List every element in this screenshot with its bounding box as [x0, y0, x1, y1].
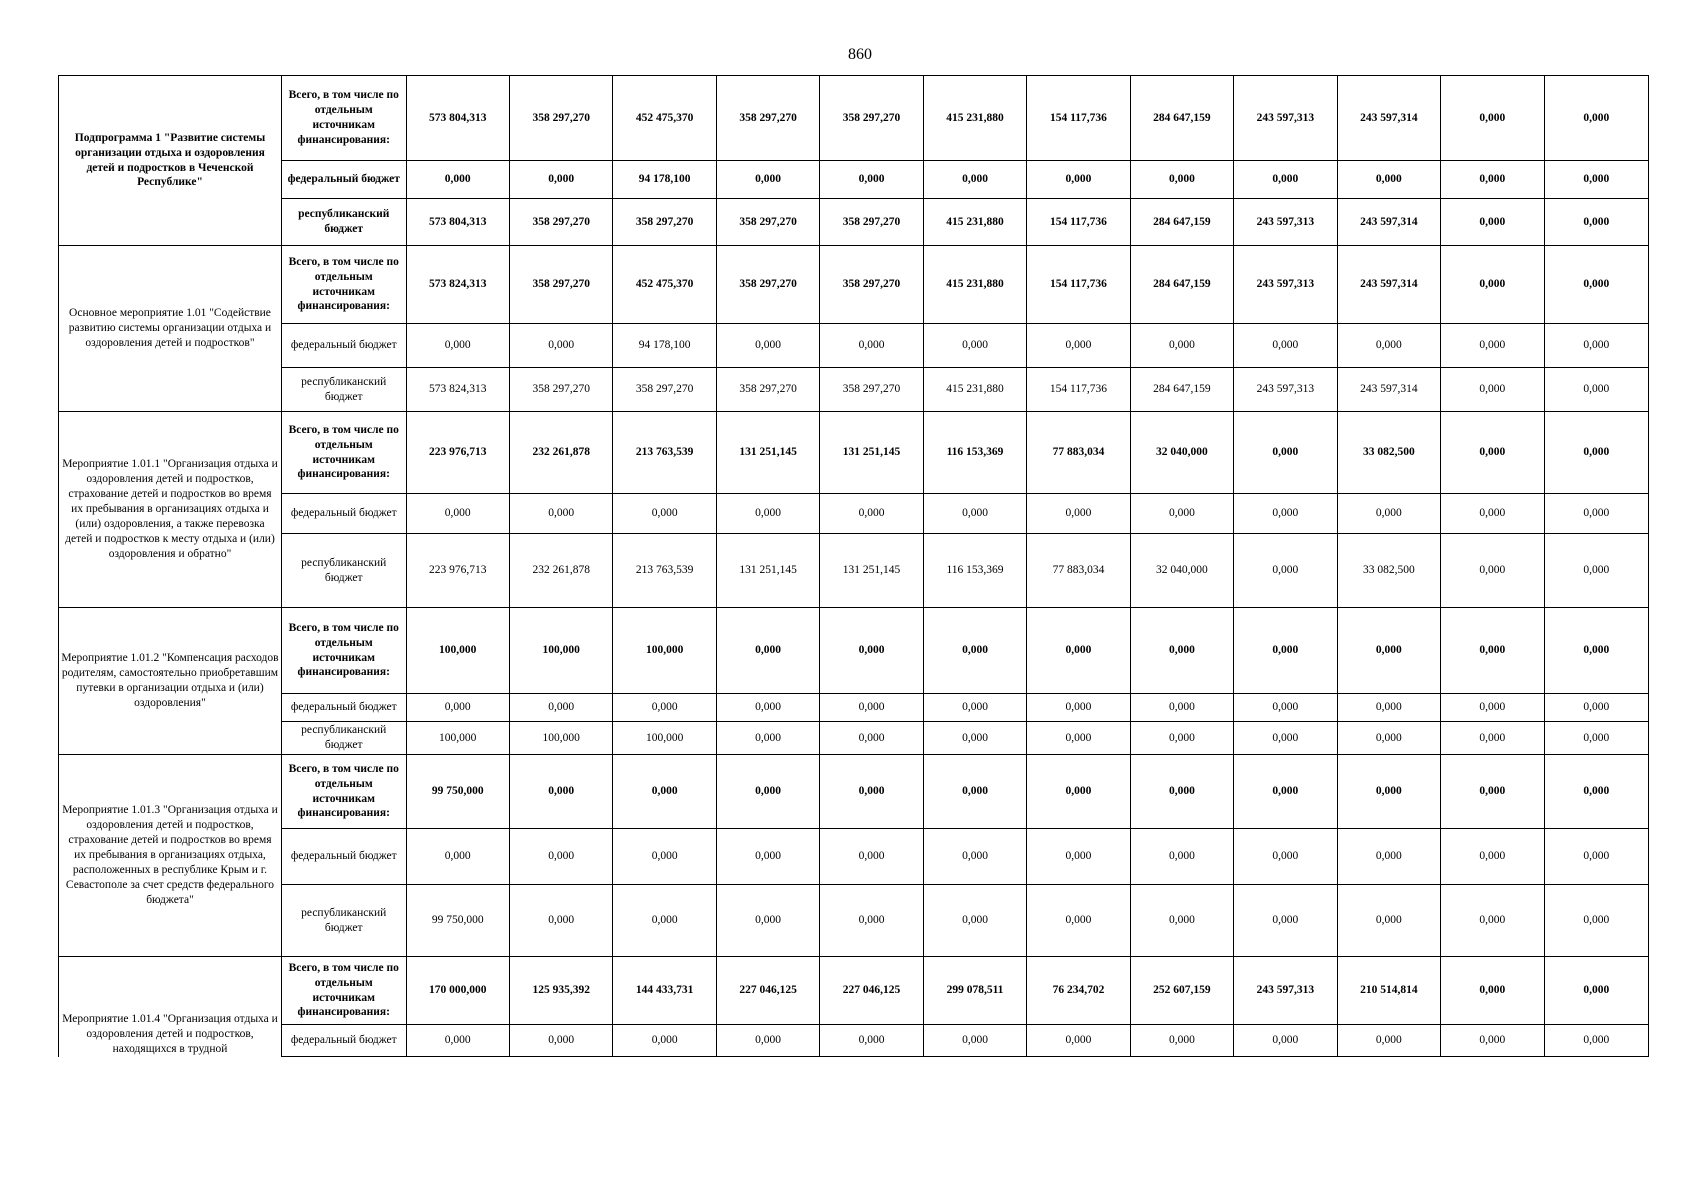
amount-cell: 32 040,000 [1130, 412, 1233, 494]
amount-cell: 0,000 [406, 694, 509, 722]
amount-cell: 358 297,270 [820, 368, 923, 412]
amount-cell: 227 046,125 [820, 957, 923, 1025]
amount-cell: 116 153,369 [923, 412, 1026, 494]
amount-cell: 0,000 [1130, 324, 1233, 368]
funding-source-republic: республиканский бюджет [281, 534, 406, 608]
amount-cell: 0,000 [1130, 885, 1233, 957]
amount-cell: 0,000 [1234, 885, 1337, 957]
amount-cell: 358 297,270 [509, 76, 612, 161]
amount-cell: 358 297,270 [613, 199, 716, 246]
amount-cell: 0,000 [820, 694, 923, 722]
amount-cell: 0,000 [923, 755, 1026, 829]
amount-cell: 0,000 [1130, 755, 1233, 829]
amount-cell: 0,000 [406, 161, 509, 199]
amount-cell: 0,000 [923, 829, 1026, 885]
table-row [59, 76, 1649, 161]
amount-cell: 0,000 [1337, 885, 1440, 957]
amount-cell: 154 117,736 [1027, 246, 1130, 324]
amount-cell: 358 297,270 [509, 246, 612, 324]
amount-cell: 358 297,270 [820, 76, 923, 161]
amount-cell: 0,000 [1441, 199, 1544, 246]
amount-cell: 0,000 [1441, 494, 1544, 534]
amount-cell: 0,000 [509, 494, 612, 534]
amount-cell: 0,000 [1027, 755, 1130, 829]
amount-cell: 0,000 [1027, 324, 1130, 368]
amount-cell: 284 647,159 [1130, 199, 1233, 246]
program-name: Мероприятие 1.01.3 "Организация отдыха и оздоровления детей и подростков, страхование детей и подростков во время их пребывания в организациях отдыха, расположенных в республике Крым и г. Севастополе за счет средств федерального бюджета" [59, 755, 282, 957]
amount-cell: 0,000 [820, 885, 923, 957]
amount-cell: 0,000 [820, 494, 923, 534]
amount-cell: 0,000 [820, 608, 923, 694]
amount-cell: 0,000 [820, 1025, 923, 1057]
amount-cell: 0,000 [1544, 412, 1649, 494]
amount-cell: 227 046,125 [716, 957, 819, 1025]
funding-source-republic: республиканский бюджет [281, 199, 406, 246]
amount-cell: 415 231,880 [923, 76, 1026, 161]
amount-cell: 0,000 [1544, 246, 1649, 324]
amount-cell: 573 804,313 [406, 76, 509, 161]
amount-cell: 33 082,500 [1337, 534, 1440, 608]
amount-cell: 0,000 [1234, 1025, 1337, 1057]
amount-cell: 0,000 [1027, 161, 1130, 199]
amount-cell: 0,000 [716, 608, 819, 694]
amount-cell: 0,000 [509, 161, 612, 199]
amount-cell: 100,000 [509, 722, 612, 755]
amount-cell: 0,000 [613, 1025, 716, 1057]
amount-cell: 213 763,539 [613, 412, 716, 494]
amount-cell: 0,000 [1337, 1025, 1440, 1057]
table-row [59, 494, 1649, 534]
funding-source-federal: федеральный бюджет [281, 829, 406, 885]
amount-cell: 284 647,159 [1130, 246, 1233, 324]
amount-cell: 170 000,000 [406, 957, 509, 1025]
amount-cell: 415 231,880 [923, 368, 1026, 412]
amount-cell: 0,000 [716, 324, 819, 368]
amount-cell: 0,000 [1130, 608, 1233, 694]
table-row [59, 199, 1649, 246]
amount-cell: 0,000 [1441, 76, 1544, 161]
amount-cell: 0,000 [1337, 161, 1440, 199]
funding-source-total: Всего, в том числе по отдельным источникам финансирования: [281, 957, 406, 1025]
funding-source-federal: федеральный бюджет [281, 494, 406, 534]
amount-cell: 0,000 [406, 494, 509, 534]
amount-cell: 0,000 [1130, 694, 1233, 722]
amount-cell: 0,000 [613, 829, 716, 885]
amount-cell: 144 433,731 [613, 957, 716, 1025]
amount-cell: 0,000 [1544, 199, 1649, 246]
amount-cell: 415 231,880 [923, 246, 1026, 324]
amount-cell: 99 750,000 [406, 885, 509, 957]
amount-cell: 223 976,713 [406, 412, 509, 494]
program-name: Мероприятие 1.01.1 "Организация отдыха и оздоровления детей и подростков, страхование детей и подростков во время их пребывания в организациях отдыха и (или) оздоровления, а также перевозка детей и подростков к месту отдыха и (или) оздоровления и обратно" [59, 412, 282, 608]
amount-cell: 0,000 [1441, 246, 1544, 324]
amount-cell: 0,000 [1027, 608, 1130, 694]
amount-cell: 0,000 [1130, 722, 1233, 755]
amount-cell: 0,000 [1544, 885, 1649, 957]
funding-source-republic: республиканский бюджет [281, 885, 406, 957]
funding-source-total: Всего, в том числе по отдельным источникам финансирования: [281, 755, 406, 829]
amount-cell: 0,000 [923, 885, 1026, 957]
amount-cell: 358 297,270 [509, 199, 612, 246]
amount-cell: 131 251,145 [820, 534, 923, 608]
table-row [59, 722, 1649, 755]
amount-cell: 0,000 [716, 161, 819, 199]
amount-cell: 0,000 [1544, 324, 1649, 368]
amount-cell: 0,000 [1441, 1025, 1544, 1057]
amount-cell: 125 935,392 [509, 957, 612, 1025]
table-row [59, 324, 1649, 368]
amount-cell: 0,000 [923, 1025, 1026, 1057]
amount-cell: 573 824,313 [406, 246, 509, 324]
amount-cell: 0,000 [1544, 161, 1649, 199]
amount-cell: 0,000 [613, 694, 716, 722]
amount-cell: 0,000 [406, 324, 509, 368]
amount-cell: 0,000 [1234, 494, 1337, 534]
amount-cell: 0,000 [716, 885, 819, 957]
amount-cell: 100,000 [406, 722, 509, 755]
amount-cell: 0,000 [716, 694, 819, 722]
amount-cell: 223 976,713 [406, 534, 509, 608]
table-row [59, 608, 1649, 694]
funding-source-total: Всего, в том числе по отдельным источникам финансирования: [281, 412, 406, 494]
amount-cell: 0,000 [820, 829, 923, 885]
amount-cell: 573 804,313 [406, 199, 509, 246]
amount-cell: 0,000 [1544, 755, 1649, 829]
amount-cell: 0,000 [509, 829, 612, 885]
amount-cell: 0,000 [820, 324, 923, 368]
amount-cell: 210 514,814 [1337, 957, 1440, 1025]
amount-cell: 0,000 [509, 885, 612, 957]
table-row [59, 534, 1649, 608]
amount-cell: 0,000 [1027, 885, 1130, 957]
amount-cell: 243 597,313 [1234, 199, 1337, 246]
table-row [59, 161, 1649, 199]
table-row [59, 368, 1649, 412]
amount-cell: 358 297,270 [716, 368, 819, 412]
amount-cell: 0,000 [716, 829, 819, 885]
amount-cell: 0,000 [923, 608, 1026, 694]
amount-cell: 0,000 [923, 722, 1026, 755]
funding-source-federal: федеральный бюджет [281, 694, 406, 722]
amount-cell: 358 297,270 [820, 246, 923, 324]
amount-cell: 0,000 [1544, 76, 1649, 161]
amount-cell: 100,000 [613, 608, 716, 694]
amount-cell: 0,000 [1544, 722, 1649, 755]
table-row [59, 885, 1649, 957]
amount-cell: 0,000 [716, 755, 819, 829]
amount-cell: 0,000 [1337, 829, 1440, 885]
amount-cell: 0,000 [1234, 534, 1337, 608]
amount-cell: 0,000 [820, 722, 923, 755]
amount-cell: 243 597,313 [1234, 246, 1337, 324]
amount-cell: 0,000 [509, 1025, 612, 1057]
program-name-text: Мероприятие 1.01.4 "Организация отдыха и оздоровления детей и подростков, находящихся в трудной [62, 1012, 278, 1055]
amount-cell: 0,000 [1544, 957, 1649, 1025]
amount-cell: 154 117,736 [1027, 76, 1130, 161]
amount-cell: 243 597,313 [1234, 957, 1337, 1025]
amount-cell: 243 597,314 [1337, 76, 1440, 161]
amount-cell: 0,000 [406, 1025, 509, 1057]
amount-cell: 0,000 [1544, 494, 1649, 534]
amount-cell: 0,000 [716, 494, 819, 534]
amount-cell: 0,000 [1441, 957, 1544, 1025]
amount-cell: 452 475,370 [613, 76, 716, 161]
amount-cell: 0,000 [1441, 608, 1544, 694]
amount-cell: 0,000 [1544, 829, 1649, 885]
amount-cell: 0,000 [1337, 608, 1440, 694]
amount-cell: 0,000 [1337, 324, 1440, 368]
amount-cell: 0,000 [509, 694, 612, 722]
amount-cell: 0,000 [406, 829, 509, 885]
amount-cell: 0,000 [1544, 694, 1649, 722]
amount-cell: 415 231,880 [923, 199, 1026, 246]
table-row [59, 412, 1649, 494]
amount-cell: 0,000 [1441, 829, 1544, 885]
amount-cell: 99 750,000 [406, 755, 509, 829]
amount-cell: 0,000 [1130, 161, 1233, 199]
amount-cell: 0,000 [1130, 494, 1233, 534]
amount-cell: 0,000 [1130, 829, 1233, 885]
amount-cell: 0,000 [1027, 494, 1130, 534]
amount-cell: 0,000 [1234, 412, 1337, 494]
amount-cell: 100,000 [509, 608, 612, 694]
amount-cell: 0,000 [1234, 608, 1337, 694]
table-row [59, 1025, 1649, 1057]
amount-cell: 94 178,100 [613, 161, 716, 199]
amount-cell: 0,000 [1234, 694, 1337, 722]
amount-cell: 0,000 [1027, 829, 1130, 885]
amount-cell: 0,000 [1544, 534, 1649, 608]
amount-cell: 0,000 [1337, 494, 1440, 534]
amount-cell: 0,000 [820, 161, 923, 199]
amount-cell: 116 153,369 [923, 534, 1026, 608]
program-name: Подпрограмма 1 "Развитие системы организации отдыха и оздоровления детей и подростков в Чеченской Республике" [59, 76, 282, 246]
amount-cell: 100,000 [613, 722, 716, 755]
amount-cell: 243 597,313 [1234, 76, 1337, 161]
amount-cell: 0,000 [1027, 722, 1130, 755]
amount-cell: 0,000 [1441, 534, 1544, 608]
amount-cell: 0,000 [509, 324, 612, 368]
amount-cell: 232 261,878 [509, 412, 612, 494]
amount-cell: 243 597,314 [1337, 368, 1440, 412]
amount-cell: 358 297,270 [716, 199, 819, 246]
amount-cell: 284 647,159 [1130, 76, 1233, 161]
amount-cell: 76 234,702 [1027, 957, 1130, 1025]
amount-cell: 0,000 [1234, 755, 1337, 829]
amount-cell: 0,000 [923, 694, 1026, 722]
amount-cell: 284 647,159 [1130, 368, 1233, 412]
amount-cell: 0,000 [1441, 885, 1544, 957]
program-name [59, 957, 282, 1057]
amount-cell: 299 078,511 [923, 957, 1026, 1025]
amount-cell: 100,000 [406, 608, 509, 694]
amount-cell: 243 597,313 [1234, 368, 1337, 412]
funding-source-total: Всего, в том числе по отдельным источникам финансирования: [281, 246, 406, 324]
amount-cell: 131 251,145 [716, 412, 819, 494]
amount-cell: 0,000 [1441, 368, 1544, 412]
amount-cell: 0,000 [1441, 324, 1544, 368]
amount-cell: 358 297,270 [820, 199, 923, 246]
amount-cell: 0,000 [923, 494, 1026, 534]
amount-cell: 0,000 [1441, 161, 1544, 199]
funding-source-republic: республиканский бюджет [281, 368, 406, 412]
amount-cell: 358 297,270 [716, 76, 819, 161]
amount-cell: 0,000 [1027, 694, 1130, 722]
amount-cell: 0,000 [1337, 755, 1440, 829]
amount-cell: 0,000 [1234, 161, 1337, 199]
amount-cell: 77 883,034 [1027, 412, 1130, 494]
amount-cell: 243 597,314 [1337, 246, 1440, 324]
amount-cell: 0,000 [1441, 755, 1544, 829]
budget-table [58, 75, 1649, 1057]
amount-cell: 0,000 [1544, 368, 1649, 412]
amount-cell: 0,000 [613, 755, 716, 829]
page-number: 860 [848, 46, 872, 63]
amount-cell: 77 883,034 [1027, 534, 1130, 608]
program-name: Мероприятие 1.01.2 "Компенсация расходов родителям, самостоятельно приобретавшим путевки в организации отдыха и (или) оздоровления" [59, 608, 282, 755]
amount-cell: 0,000 [923, 161, 1026, 199]
table-row [59, 829, 1649, 885]
amount-cell: 131 251,145 [716, 534, 819, 608]
amount-cell: 0,000 [1234, 722, 1337, 755]
amount-cell: 0,000 [613, 885, 716, 957]
program-name: Основное мероприятие 1.01 "Содействие развитию системы организации отдыха и оздоровления детей и подростков" [59, 246, 282, 412]
amount-cell: 213 763,539 [613, 534, 716, 608]
amount-cell: 0,000 [1130, 1025, 1233, 1057]
table-row [59, 755, 1649, 829]
table-row [59, 957, 1649, 1025]
amount-cell: 252 607,159 [1130, 957, 1233, 1025]
amount-cell: 154 117,736 [1027, 368, 1130, 412]
amount-cell: 232 261,878 [509, 534, 612, 608]
amount-cell: 358 297,270 [613, 368, 716, 412]
amount-cell: 0,000 [1234, 324, 1337, 368]
amount-cell: 154 117,736 [1027, 199, 1130, 246]
funding-source-federal: федеральный бюджет [281, 161, 406, 199]
amount-cell: 358 297,270 [716, 246, 819, 324]
amount-cell: 33 082,500 [1337, 412, 1440, 494]
amount-cell: 0,000 [509, 755, 612, 829]
amount-cell: 0,000 [1441, 722, 1544, 755]
funding-source-republic: республиканский бюджет [281, 722, 406, 755]
amount-cell: 0,000 [1544, 1025, 1649, 1057]
amount-cell: 358 297,270 [509, 368, 612, 412]
table-row [59, 694, 1649, 722]
amount-cell: 0,000 [716, 722, 819, 755]
amount-cell: 0,000 [820, 755, 923, 829]
funding-source-total: Всего, в том числе по отдельным источникам финансирования: [281, 76, 406, 161]
amount-cell: 0,000 [1337, 694, 1440, 722]
amount-cell: 573 824,313 [406, 368, 509, 412]
amount-cell: 0,000 [1337, 722, 1440, 755]
amount-cell: 243 597,314 [1337, 199, 1440, 246]
amount-cell: 94 178,100 [613, 324, 716, 368]
amount-cell: 0,000 [1441, 694, 1544, 722]
amount-cell: 0,000 [613, 494, 716, 534]
amount-cell: 0,000 [1027, 1025, 1130, 1057]
funding-source-federal: федеральный бюджет [281, 324, 406, 368]
amount-cell: 0,000 [1544, 608, 1649, 694]
amount-cell: 0,000 [1234, 829, 1337, 885]
amount-cell: 0,000 [1441, 412, 1544, 494]
amount-cell: 32 040,000 [1130, 534, 1233, 608]
amount-cell: 0,000 [716, 1025, 819, 1057]
funding-source-total: Всего, в том числе по отдельным источникам финансирования: [281, 608, 406, 694]
funding-source-federal: федеральный бюджет [281, 1025, 406, 1057]
table-row [59, 246, 1649, 324]
amount-cell: 0,000 [923, 324, 1026, 368]
amount-cell: 131 251,145 [820, 412, 923, 494]
amount-cell: 452 475,370 [613, 246, 716, 324]
